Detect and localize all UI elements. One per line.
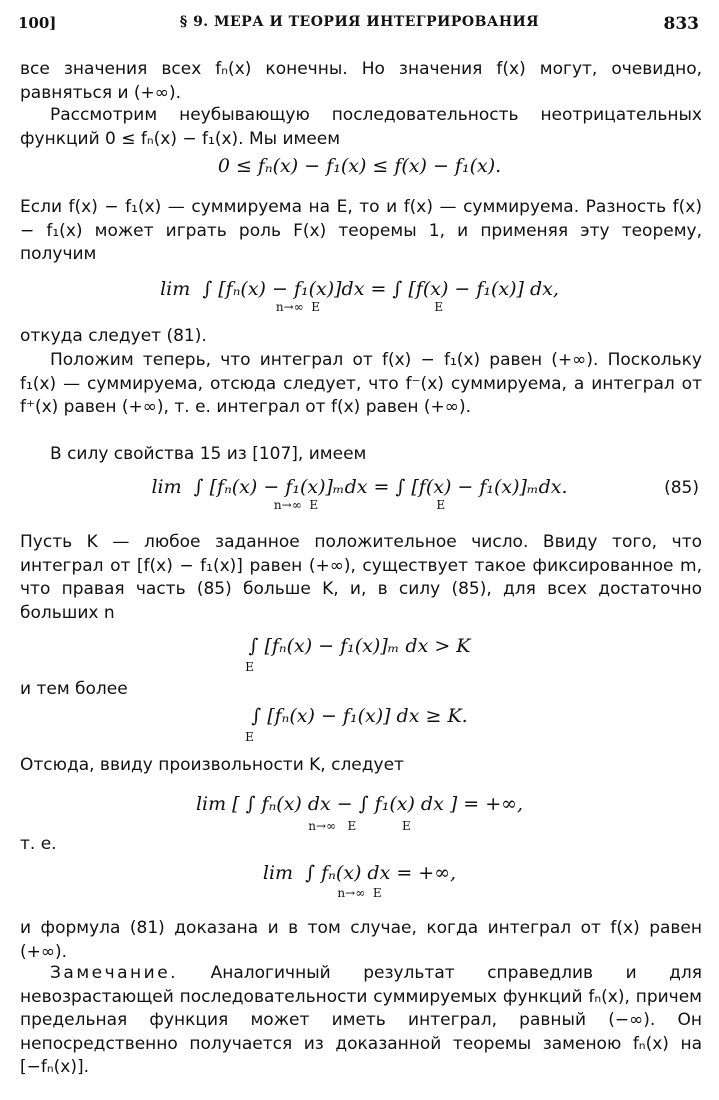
equation-3: lim ∫ [fₙ(x) − f₁(x)]ₘdx = ∫ [f(x) − f₁(x)]ₘdx. bbox=[151, 476, 568, 498]
equation-5: ∫ [fₙ(x) − f₁(x)] dx ≥ K. bbox=[251, 705, 468, 727]
equation-2-subscripts: n→∞ E E bbox=[275, 300, 444, 314]
remark-label: Замечание. bbox=[50, 963, 179, 983]
paragraph-10: т. е. bbox=[20, 834, 57, 854]
equation-4-subscript: E bbox=[245, 660, 254, 674]
equation-5-subscript: E bbox=[245, 730, 254, 744]
paragraph-8: и тем более bbox=[20, 679, 128, 699]
section-title: § 9. МЕРА И ТЕОРИЯ ИНТЕГРИРОВАНИЯ bbox=[179, 14, 540, 30]
paragraph-9: Отсюда, ввиду произвольности K, следует bbox=[20, 755, 404, 775]
remark-text: Аналогичный результат справедлив и для невозрастающей последовательности суммируемых функций fₙ(x), причем предельная функция может иметь интеграл, равный (−∞). Он непосредственно получается из доказанной теоремы заменою fₙ(x) на [−fₙ(x)]. bbox=[20, 963, 702, 1077]
remark-paragraph bbox=[20, 962, 702, 1080]
paragraph-11: и формула (81) доказана и в том случае, когда интеграл от f(x) равен (+∞). bbox=[20, 918, 702, 962]
paragraph-2: Рассмотрим неубывающую последовательность неотрицательных функций 0 ≤ fₙ(x) − f₁(x). Мы имеем bbox=[20, 105, 702, 149]
equation-7-subscripts: n→∞ E bbox=[337, 886, 382, 900]
paragraph-6: В силу свойства 15 из [107], имеем bbox=[50, 444, 367, 464]
paragraph-4: откуда следует (81). bbox=[20, 326, 207, 346]
equation-4: ∫ [fₙ(x) − f₁(x)]ₘ dx > K bbox=[248, 635, 471, 657]
paragraph-5: Положим теперь, что интеграл от f(x) − f₁(x) равен (+∞). Поскольку f₁(x) — суммируема, отсюда следует, что f⁻(x) суммируема, а интеграл от f⁺(x) равен (+∞), т. е. интеграл от f(x) равен (+∞). bbox=[20, 350, 702, 417]
equation-7: lim ∫ fₙ(x) dx = +∞, bbox=[262, 862, 457, 884]
equation-6: lim [ ∫ fₙ(x) dx − ∫ f₁(x) dx ] = +∞, bbox=[195, 793, 524, 815]
equation-2: lim ∫ [fₙ(x) − f₁(x)]dx = ∫ [f(x) − f₁(x)] dx, bbox=[160, 278, 559, 300]
page-ref: 100] bbox=[18, 14, 57, 32]
equation-3-number: (85) bbox=[664, 478, 699, 498]
equation-1: 0 ≤ fₙ(x) − f₁(x) ≤ f(x) − f₁(x). bbox=[217, 155, 502, 177]
equation-6-subscripts: n→∞ E E bbox=[308, 819, 411, 833]
paragraph-7: Пусть K — любое заданное положительное число. Ввиду того, что интеграл от [f(x) − f₁(x)] равен (+∞), существует такое фиксированное m, что правая часть (85) больше K, и, в силу (85), для всех достаточно больших n bbox=[20, 532, 702, 623]
equation-3-subscripts: n→∞ E E bbox=[273, 498, 446, 512]
page-number: 833 bbox=[663, 14, 699, 34]
paragraph-3: Если f(x) − f₁(x) — суммируема на E, то и f(x) — суммируема. Разность f(x) − f₁(x) может играть роль F(x) теоремы 1, и применяя эту теорему, получим bbox=[20, 197, 702, 264]
paragraph-1: все значения всех fₙ(x) конечны. Но значения f(x) могут, очевидно, равняться и (+∞). bbox=[20, 59, 702, 103]
